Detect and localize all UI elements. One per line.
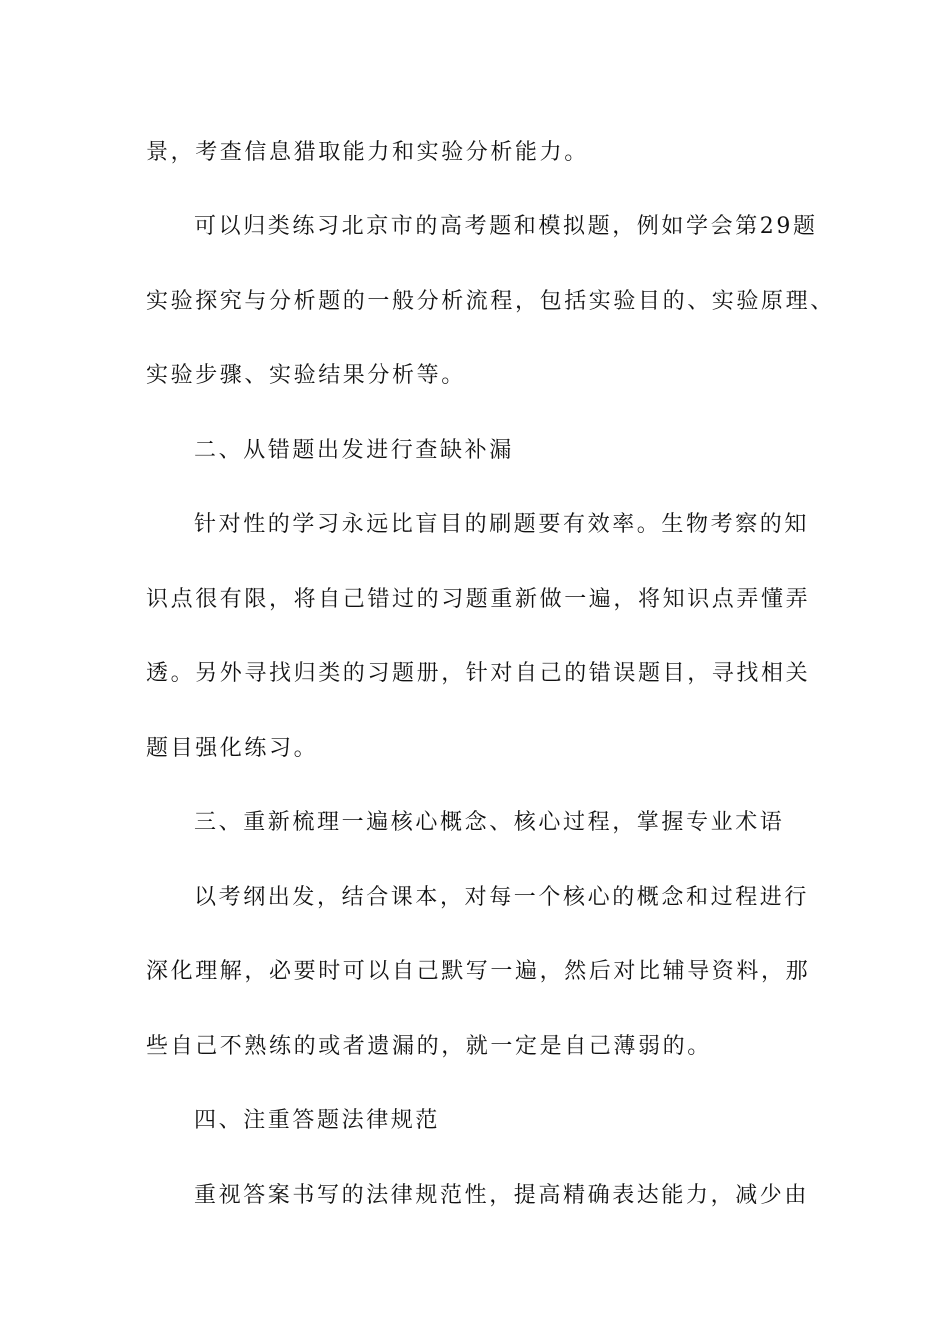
paragraph-line: 重视答案书写的法律规范性，提高精确表达能力，减少由 (194, 1183, 810, 1208)
paragraph-line: 针对性的学习永远比盲目的刷题要有效率。生物考察的知 (194, 512, 810, 537)
section-heading: 四、注重答题法律规范 (194, 1108, 441, 1133)
paragraph-line: 实验步骤、实验结果分析等。 (146, 363, 466, 388)
paragraph-line: 题目强化练习。 (146, 736, 319, 761)
paragraph-line: 深化理解，必要时可以自己默写一遍，然后对比辅导资料，那 (146, 959, 811, 984)
paragraph-line: 以考纲出发，结合课本，对每一个核心的概念和过程进行 (194, 885, 810, 910)
paragraph-line: 些自己不熟练的或者遗漏的，就一定是自己薄弱的。 (146, 1034, 712, 1059)
paragraph-line: 透。另外寻找归类的习题册，针对自己的错误题目，寻找相关 (146, 661, 811, 686)
paragraph-line: 实验探究与分析题的一般分析流程，包括实验目的、实验原理、 (146, 289, 835, 314)
section-heading: 二、从错题出发进行查缺补漏 (194, 438, 514, 463)
paragraph-line: 可以归类练习北京市的高考题和模拟题，例如学会第29题 (194, 214, 818, 239)
paragraph-line: 景，考查信息猎取能力和实验分析能力。 (146, 140, 589, 165)
section-heading: 三、重新梳理一遍核心概念、核心过程，掌握专业术语 (194, 810, 785, 835)
paragraph-line: 识点很有限，将自己错过的习题重新做一遍，将知识点弄懂弄 (146, 587, 811, 612)
